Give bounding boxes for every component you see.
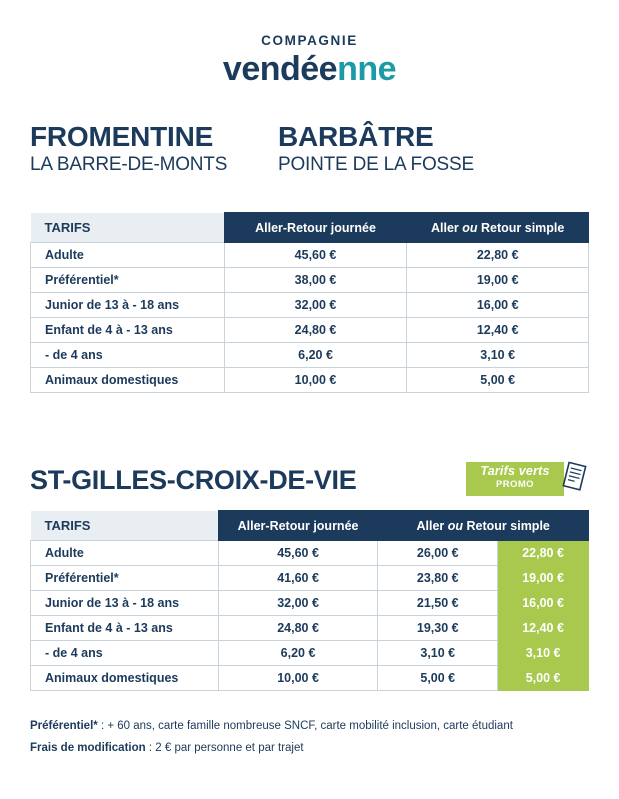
row-value-promo: 19,00 €	[498, 566, 589, 591]
row-label: Junior de 13 à - 18 ans	[31, 293, 225, 318]
table-header-row	[31, 511, 589, 541]
row-value-ar: 45,60 €	[224, 243, 407, 268]
row-value-simple: 5,00 €	[407, 368, 589, 393]
row-value-ar: 6,20 €	[224, 343, 407, 368]
row-label: Enfant de 4 à - 13 ans	[31, 318, 225, 343]
row-label: - de 4 ans	[31, 343, 225, 368]
route-second-title: ST-GILLES-CROIX-DE-VIE	[30, 465, 357, 495]
promo-badge-line2: PROMO	[496, 479, 534, 490]
promo-badge	[466, 460, 592, 498]
route-heading-left	[30, 122, 278, 176]
ticket-icon	[559, 460, 589, 492]
column-header-simple: Aller ou Retour simple	[378, 511, 589, 541]
row-value-ar: 24,80 €	[224, 318, 407, 343]
route-heading-right	[278, 122, 578, 176]
row-value-promo: 12,40 €	[498, 616, 589, 641]
row-value-simple: 26,00 €	[378, 541, 498, 566]
row-value-simple: 12,40 €	[407, 318, 589, 343]
row-value-simple: 21,50 €	[378, 591, 498, 616]
column-header-tarifs: TARIFS	[31, 511, 219, 541]
table-row	[31, 268, 589, 293]
table-row	[31, 666, 589, 691]
row-value-promo: 16,00 €	[498, 591, 589, 616]
table-row	[31, 318, 589, 343]
footnote-modification-label: Frais de modification	[30, 741, 146, 754]
route-right-subtitle: POINTE DE LA FOSSE	[278, 154, 474, 176]
table-row	[31, 591, 589, 616]
footnote-preferentiel	[30, 716, 590, 738]
promo-badge-line1: Tarifs verts	[480, 464, 550, 478]
row-value-promo: 3,10 €	[498, 641, 589, 666]
row-value-simple: 3,10 €	[378, 641, 498, 666]
column-header-tarifs: TARIFS	[31, 213, 225, 243]
row-label: Animaux domestiques	[31, 368, 225, 393]
row-label: Préférentiel*	[31, 566, 219, 591]
footnote-preferentiel-label: Préférentiel*	[30, 720, 98, 732]
footnote-modification	[30, 738, 590, 760]
row-value-promo: 5,00 €	[498, 666, 589, 691]
route-left-title: FROMENTINE	[30, 121, 214, 152]
route-right-title: BARBÂTRE	[278, 121, 434, 152]
row-value-ar: 38,00 €	[224, 268, 407, 293]
route-left-subtitle: LA BARRE-DE-MONTS	[30, 154, 228, 176]
row-value-simple: 3,10 €	[407, 343, 589, 368]
footnote-preferentiel-text: : + 60 ans, carte famille nombreuse SNCF, carte mobilité inclusion, carte étudiant	[97, 720, 513, 732]
row-value-ar: 32,00 €	[224, 293, 407, 318]
row-value-ar: 32,00 €	[218, 591, 378, 616]
row-label: Préférentiel*	[31, 268, 225, 293]
row-value-promo: 22,80 €	[498, 541, 589, 566]
row-label: - de 4 ans	[31, 641, 219, 666]
row-value-ar: 24,80 €	[218, 616, 378, 641]
column-header-aller-retour: Aller-Retour journée	[224, 213, 407, 243]
table-row	[31, 616, 589, 641]
column-header-aller-retour: Aller-Retour journée	[218, 511, 378, 541]
row-label: Enfant de 4 à - 13 ans	[31, 616, 219, 641]
row-value-ar: 10,00 €	[218, 666, 378, 691]
footnotes	[30, 716, 590, 760]
table-row	[31, 641, 589, 666]
footnote-modification-text: : 2 € par personne et par trajet	[145, 741, 304, 754]
row-value-simple: 16,00 €	[407, 293, 589, 318]
table2-body	[31, 541, 589, 691]
fare-table-fromentine-barbatre	[30, 212, 589, 393]
table-header-row	[31, 213, 589, 243]
row-value-simple: 22,80 €	[407, 243, 589, 268]
table-row	[31, 293, 589, 318]
row-label: Junior de 13 à - 18 ans	[31, 591, 219, 616]
table-row	[31, 343, 589, 368]
row-value-ar: 10,00 €	[224, 368, 407, 393]
row-label: Adulte	[31, 243, 225, 268]
row-label: Adulte	[31, 541, 219, 566]
logo-wordmark	[0, 49, 619, 88]
table-row	[31, 368, 589, 393]
row-value-ar: 6,20 €	[218, 641, 378, 666]
row-value-simple: 5,00 €	[378, 666, 498, 691]
company-logo	[0, 34, 619, 86]
row-value-simple: 19,30 €	[378, 616, 498, 641]
row-value-simple: 23,80 €	[378, 566, 498, 591]
row-label: Animaux domestiques	[31, 666, 219, 691]
row-value-ar: 41,60 €	[218, 566, 378, 591]
logo-top-line: COMPAGNIE	[261, 33, 358, 48]
table1-body	[31, 243, 589, 393]
row-value-ar: 45,60 €	[218, 541, 378, 566]
logo-wordmark-part1: vendée	[222, 49, 338, 88]
row-value-simple: 19,00 €	[407, 268, 589, 293]
logo-wordmark-part2: nne	[337, 49, 397, 88]
table-row	[31, 243, 589, 268]
column-header-simple: Aller ou Retour simple	[407, 213, 589, 243]
table-row	[31, 541, 589, 566]
route-headings	[30, 122, 590, 176]
fare-table-st-gilles	[30, 510, 589, 691]
table-row	[31, 566, 589, 591]
